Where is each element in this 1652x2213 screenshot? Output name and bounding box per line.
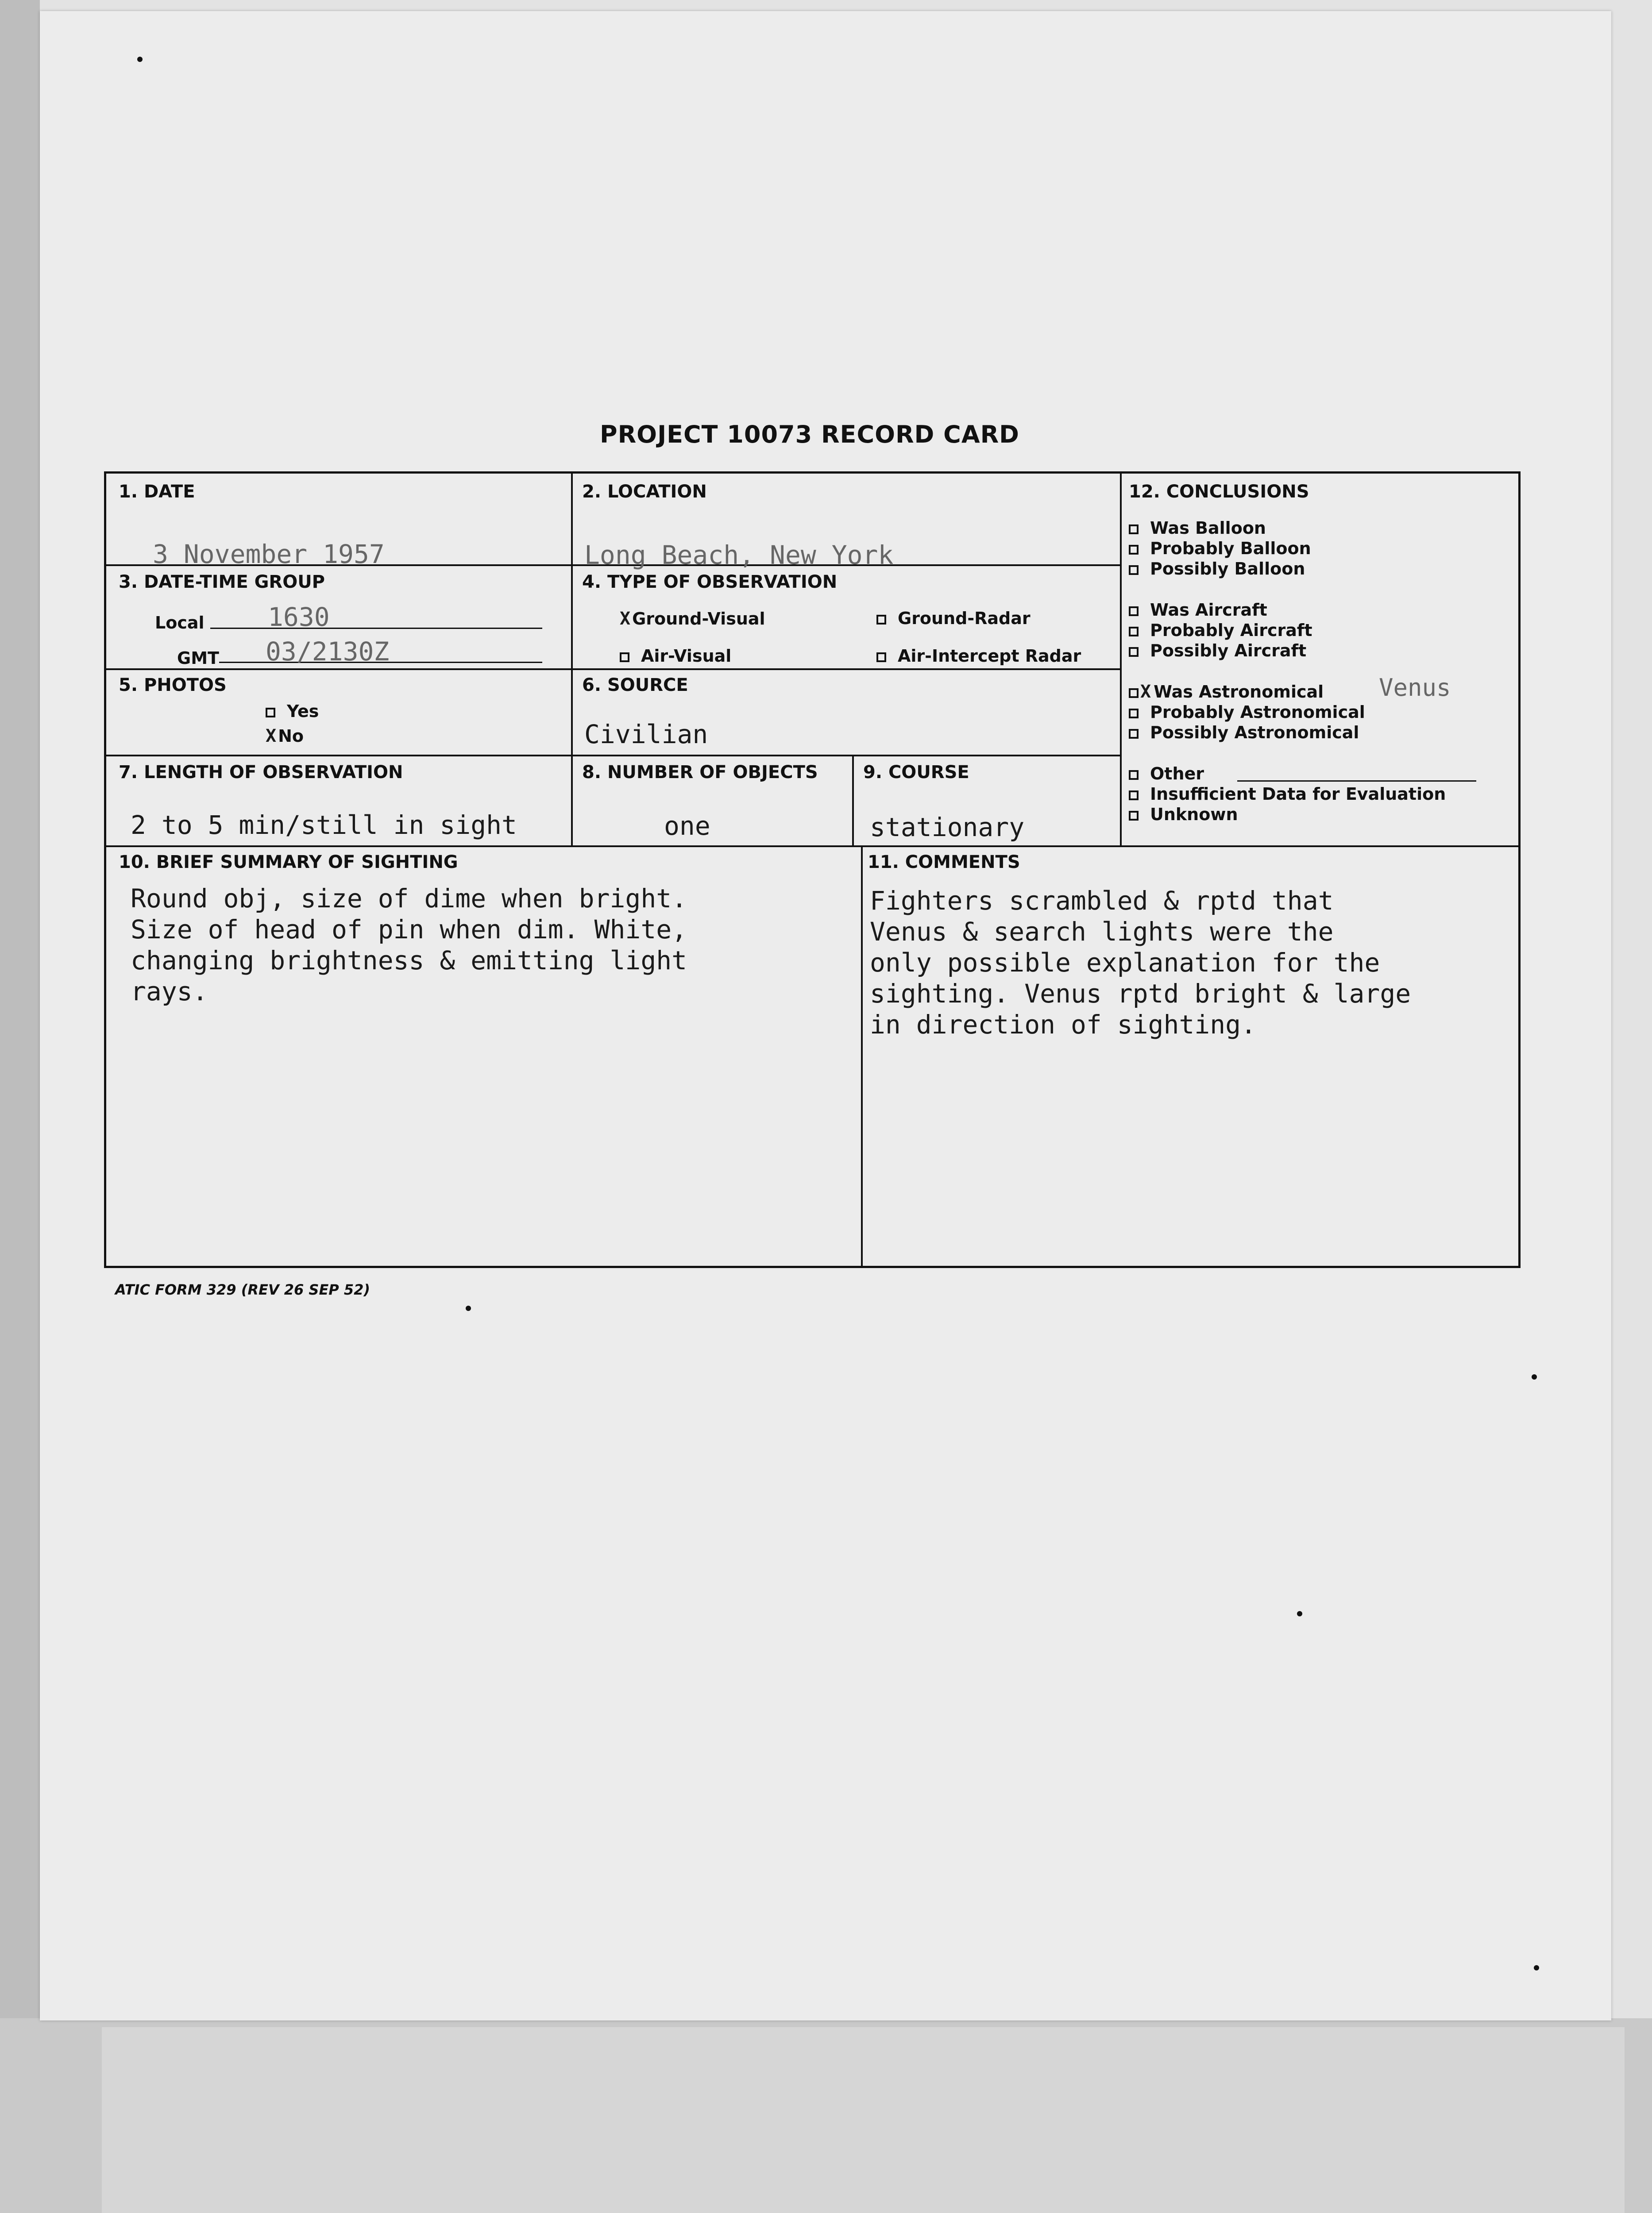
type-option-label: Ground-Visual [632,609,765,628]
comments-label: 11. COMMENTS [868,852,1020,872]
checkbox-icon [266,708,275,717]
summary-label: 10. BRIEF SUMMARY OF SIGHTING [119,852,458,872]
checkbox-icon [1129,545,1139,555]
checkbox-icon [876,652,886,662]
length-label: 7. LENGTH OF OBSERVATION [119,762,403,783]
conclusion-label: Probably Aircraft [1150,621,1312,640]
course-value: stationary [870,812,1025,842]
length-value: 2 to 5 min/still in sight [131,810,517,840]
rule-row2 [106,668,1120,670]
checkbox-icon [1129,770,1139,780]
comments-line: Venus & search lights were the [870,917,1334,947]
conclusion-label: Possibly Aircraft [1150,641,1307,660]
scan-speck [1534,1965,1539,1970]
type-option-label: Air-Visual [641,646,732,666]
conclusion-insufficient-data [1129,784,1446,804]
record-card [104,471,1521,1268]
comments-line: Fighters scrambled & rptd that [870,886,1334,916]
summary-line: rays. [131,976,208,1006]
checkbox-icon [1129,790,1139,800]
checkbox-icon [620,652,629,662]
conclusion-possibly-balloon [1129,559,1305,579]
location-label: 2. LOCATION [582,482,707,502]
scan-speck [1297,1611,1302,1616]
conclusion-label: Possibly Astronomical [1150,723,1359,742]
conclusion-label: Was Astronomical [1154,682,1324,702]
conclusion-label: Probably Astronomical [1150,702,1365,722]
type-option-air-intercept-radar [876,646,1081,666]
divider-col2 [1120,474,1122,845]
conclusion-label: Insufficient Data for Evaluation [1150,784,1446,804]
rule-row3 [106,755,1120,756]
checkbox-icon [876,615,886,625]
type-option-ground-visual [620,609,765,629]
conclusion-was-astronomical [1129,682,1324,702]
scan-speck [1532,1374,1537,1380]
course-label: 9. COURSE [863,762,969,783]
type-option-label: Air-Intercept Radar [898,646,1081,666]
checkbox-icon [1129,565,1139,575]
scan-speck [466,1306,471,1311]
astronomical-note: Venus [1379,674,1451,702]
comments-line: only possible explanation for the [870,948,1380,978]
conclusion-label: Was Balloon [1150,518,1266,538]
other-underline [1237,780,1476,782]
photos-no-label: No [278,726,304,746]
checkbox-icon [1129,811,1139,821]
type-option-label: Ground-Radar [898,609,1031,628]
divider-col1 [571,474,573,845]
comments-text [870,885,1411,1040]
conclusion-probably-astronomical [1129,702,1365,722]
conclusion-probably-balloon [1129,538,1311,559]
checkbox-icon [1129,688,1139,698]
summary-text [131,883,687,1007]
divider-summary-comments [861,845,863,1266]
gmt-value: 03/2130Z [266,636,390,667]
comments-line: in direction of sighting. [870,1010,1256,1040]
divider-objects-course [852,755,854,845]
rule-row4 [106,845,1521,847]
conclusion-label: Probably Balloon [1150,539,1311,558]
local-underline [210,628,542,629]
location-value: Long Beach, New York [584,540,894,570]
conclusion-other [1129,763,1204,784]
checked-x-mark: X [620,609,631,629]
date-label: 1. DATE [119,482,195,502]
photos-label: 5. PHOTOS [119,675,227,695]
objects-label: 8. NUMBER OF OBJECTS [582,762,818,783]
summary-line: Round obj, size of dime when bright. [131,883,687,914]
conclusion-possibly-aircraft [1129,640,1306,661]
checkbox-icon [1129,729,1139,739]
checkbox-icon [1129,606,1139,616]
comments-line: sighting. Venus rptd bright & large [870,979,1411,1009]
local-label: Local [155,613,205,632]
conclusion-label: Other [1150,764,1204,783]
checked-x-mark: X [266,726,277,746]
summary-line: Size of head of pin when dim. White, [131,914,687,945]
local-value: 1630 [268,602,330,632]
photos-yes-label: Yes [287,702,319,721]
dtg-label: 3. DATE-TIME GROUP [119,572,325,592]
checked-x-mark: X [1140,682,1151,702]
conclusions-label: 12. CONCLUSIONS [1129,482,1309,502]
checkbox-icon [1129,524,1139,534]
type-option-air-visual [620,646,731,666]
checkbox-icon [1129,627,1139,636]
conclusion-probably-aircraft [1129,620,1312,640]
objects-value: one [664,811,710,841]
conclusion-label: Possibly Balloon [1150,559,1305,578]
type-label: 4. TYPE OF OBSERVATION [582,572,838,592]
conclusion-unknown [1129,804,1238,825]
summary-line: changing brightness & emitting light [131,945,687,975]
gmt-label: GMT [177,648,219,668]
form-identifier: ATIC FORM 329 (REV 26 SEP 52) [115,1281,371,1298]
source-label: 6. SOURCE [582,675,688,695]
date-value: 3 November 1957 [153,539,385,569]
conclusion-label: Unknown [1150,805,1238,824]
underlying-sheet [102,2027,1625,2213]
film-edge-left [0,0,40,2213]
conclusion-label: Was Aircraft [1150,600,1267,620]
checkbox-icon [1129,647,1139,657]
photos-no [266,726,304,746]
photos-yes [266,702,319,721]
conclusion-possibly-astronomical [1129,722,1359,743]
scan-speck [137,57,143,62]
card-title: PROJECT 10073 RECORD CARD [600,420,1020,448]
source-value: Civilian [584,719,708,749]
type-option-ground-radar [876,609,1031,628]
conclusion-was-balloon [1129,518,1266,538]
conclusion-was-aircraft [1129,600,1267,620]
checkbox-icon [1129,709,1139,718]
